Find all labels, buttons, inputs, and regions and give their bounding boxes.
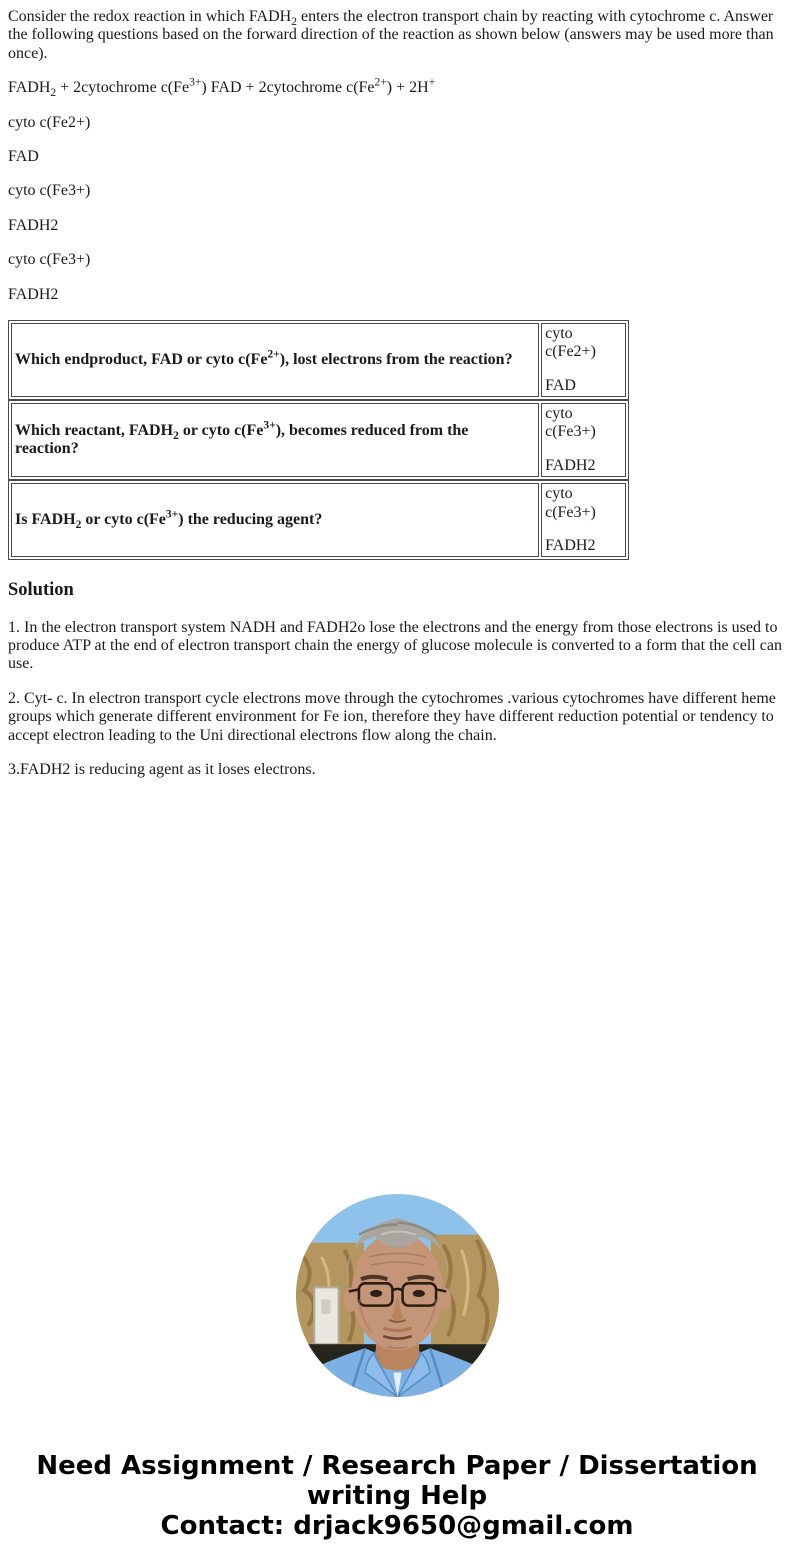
superscript: 2+ [374,76,387,89]
subscript: 2 [291,16,297,29]
answer-option: cyto c(Fe3+) [8,182,91,200]
solution-paragraph-2: 2. Cyt- c. In electron transport cycle electrons move through the cytochromes .various cytochromes have different heme groups which generate different environment for Fe ion, therefore they have different reduction potential or tendency to accept electron leading to the Uni directional electrons flow along the chain. [8,689,776,744]
question-cell: Which endproduct, FAD or cyto $c(Fe^{2+})$, lost electrons from the reaction? [11,323,539,397]
reaction-equation: $FADH_2$ + 2cytochrome $c(Fe^{3+})$ FAD + 2cytochrome $c(Fe^{2+}) + 2H^+$ [8,76,436,100]
superscript: 3+ [263,419,276,432]
subscript: 2 [50,87,57,100]
table-row [11,403,626,477]
superscript: + [428,76,436,89]
answer-option: cyto c(Fe3+) [8,251,91,269]
photo-face [351,1233,442,1351]
question-cell: Which reactant, $FADH_2$ or cyto $c(Fe^{3+})$, becomes reduced from the reaction? [11,403,539,477]
superscript: 3+ [165,508,179,521]
answer-value: FAD [545,376,576,394]
contact-banner-line: writing Help [306,1480,488,1511]
qa-table-row-3 [8,480,629,560]
contact-banner-line: Need Assignment / Research Paper / Dissertation [36,1450,758,1481]
superscript: 2+ [267,348,280,361]
intro-paragraph: Consider the redox reaction in which $FADH_2$ enters the electron transport chain by reacting with cytochrome c. Answer the following questions based on the forward direction of the reaction as shown below (answers may be used more than once). [8,8,774,62]
answer-cell [541,323,626,397]
answer-cell [541,403,626,477]
portrait-photo-container [8,1194,786,1402]
answer-cell [541,483,626,557]
answer-value: FADH2 [545,537,596,555]
answer-option: cyto c(Fe2+) [8,113,91,131]
question-cell: Is $FADH_2$ or cyto $c(Fe^{3+})$ the reducing agent? [11,483,539,557]
table-row [11,483,626,557]
solution-heading: Solution [8,580,74,601]
superscript: 3+ [189,76,202,89]
qa-table-row-2 [8,400,629,480]
answer-option: FADH2 [8,216,59,234]
answer-option: FADH2 [8,285,59,303]
answer-value: cyto c(Fe3+) [545,405,596,441]
answer-value: cyto c(Fe3+) [545,485,596,521]
solution-paragraph-1: 1. In the electron transport system NADH and FADH2o lose the electrons and the energy from those electrons is used to produce ATP at the end of electron transport chain the energy of glucose molecule is converted to a form that the cell can use. [8,618,782,673]
solution-paragraph-3: 3.FADH2 is reducing agent as it loses electrons. [8,761,316,779]
photo-switch-plate [314,1288,338,1345]
subscript: 2 [173,429,179,442]
contact-email: Contact: drjack9650@gmail.com [160,1510,634,1541]
table-row [11,323,626,397]
portrait-photo [296,1194,499,1397]
answer-value: cyto c(Fe2+) [545,324,596,361]
contact-banner [8,1451,786,1541]
answer-option: FAD [8,147,39,165]
subscript: 2 [75,519,82,532]
blank-space [8,795,786,1194]
answer-value: FADH2 [545,456,596,474]
qa-table-row-1 [8,320,629,400]
